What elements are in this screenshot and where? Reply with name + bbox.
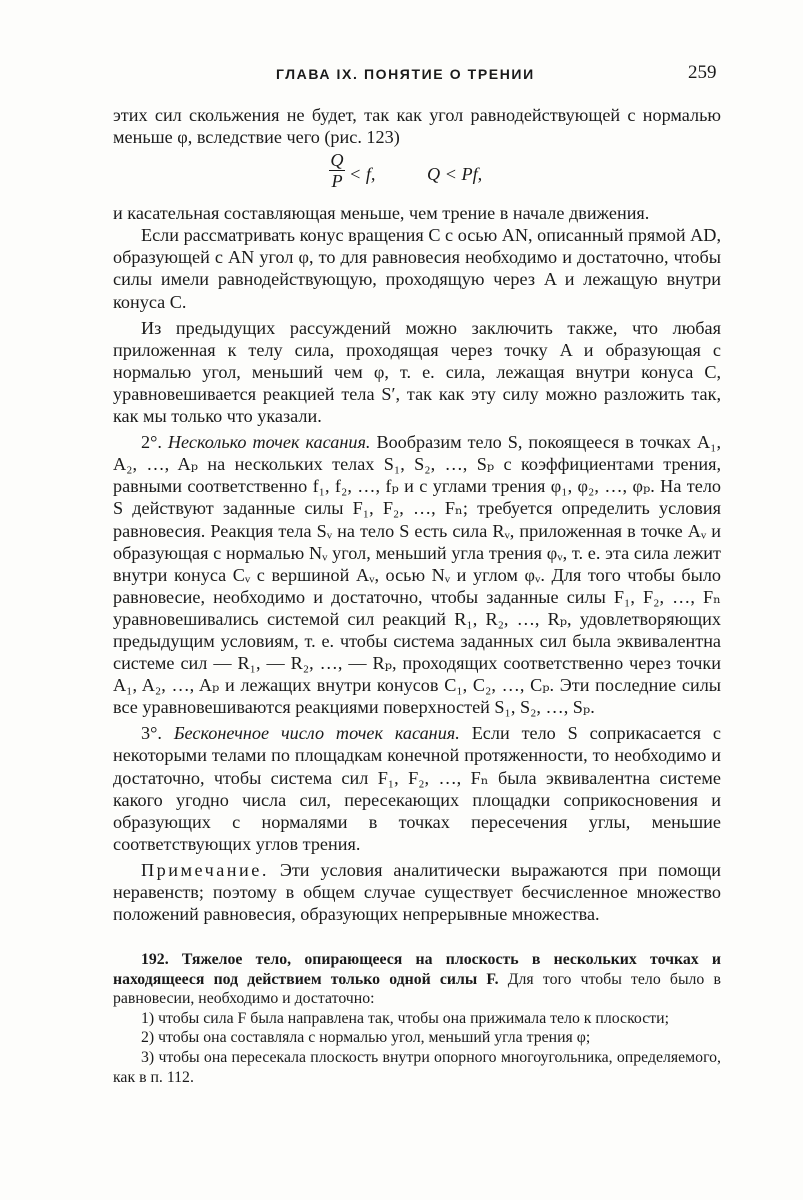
section-192 (113, 950, 721, 1087)
fraction-denominator: P (331, 171, 343, 192)
formula (113, 148, 721, 202)
main-text (113, 104, 721, 925)
condition-2: 2) чтобы она составляла с нормалью угол, меньший угла трения φ; (141, 1029, 591, 1047)
section-intro: Для того чтобы тело было в равновесии, необходимо и достаточно: (113, 970, 721, 1008)
item-number-2: 2°. (141, 432, 162, 453)
fraction-numerator: Q (330, 150, 344, 171)
note-text: Эти условия аналитически выражаются при помощи неравенств; поэтому в общем случае существует бесчисленное множество положений равновесия, образующих непрерывные множества. (113, 859, 721, 925)
inequality-2: Q < Pf, (427, 164, 483, 185)
paragraph-2: и касательная составляющая меньше, чем трение в начале движения. (113, 203, 650, 224)
paragraph-4: Из предыдущих рассуждений можно заключить также, что любая приложенная к телу сила, проходящая через точку A и образующая с нормалью угол, меньший чем φ, т. е. сила, лежащая внутри конуса C, уравновешивается реакцией тела S′, так как эту силу можно разложить так, как мы только что указали. (113, 317, 721, 427)
paragraph-6 (113, 722, 721, 855)
page-number: 259 (688, 62, 717, 83)
section-heading: 192. Тяжелое тело, опирающееся на плоскость в нескольких точках и находящееся под действием только одной силы F. (113, 951, 721, 988)
running-head: ГЛАВА IX. ПОНЯТИЕ О ТРЕНИИ (276, 66, 535, 82)
note-paragraph (113, 859, 721, 925)
note-label: Примечание. (141, 859, 269, 880)
subsection-title-2: Несколько точек касания. (167, 432, 371, 453)
inequality-1: < f, (349, 164, 376, 185)
condition-3: 3) чтобы она пересекала плоскость внутри опорного многоугольника, определяемого, как в п. 112. (113, 1048, 721, 1086)
paragraph-5-text: Вообразим тело S, покоящееся в точках A₁, A₂, …, Aₚ на нескольких телах S₁, S₂, …, Sₚ с коэффициентами трения, равными соответственно f₁, f₂, …, fₚ и с углами трения φ₁, φ₂, …, φₚ. На тело S действуют заданные силы F₁, F₂, …, Fₙ; требуется определить условия равновесия. Реакция тела Sᵥ на тело S есть сила Rᵥ, приложенная в точке Aᵥ и образующая с нормалью Nᵥ угол, меньший угла трения φᵥ, т. е. эта сила лежит внутри конуса Cᵥ с вершиной Aᵥ, осью Nᵥ и углом φᵥ. Для того чтобы было равновесие, необходимо и достаточно, чтобы заданные силы F₁, F₂, …, Fₙ уравновешивались системой сил реакций R₁, R₂, …, Rₚ, удовлетворяющих предыдущим условиям, т. е. чтобы система заданных сил была эквивалентна системе сил — R₁, — R₂, …, — Rₚ, проходящих соответственно через точки A₁, A₂, …, Aₚ и лежащих внутри конусов C₁, C₂, …, Cₚ. Эти последние силы все уравновешиваются реакциями поверхностей S₁, S₂, …, Sₚ. (113, 432, 722, 718)
paragraph-1: этих сил скольжения не будет, так как угол равнодействующей с нормалью меньше φ, вследствие чего (рис. 123) (113, 105, 721, 148)
paragraph-5 (113, 431, 721, 718)
page-header (0, 62, 803, 92)
paragraph-6-text: Если тело S соприкасается с некоторыми телами по площадкам конечной протяженности, то необходимо и достаточно, чтобы система сил F₁, F₂, …, Fₙ была эквивалентна системе какого угодно числа сил, пересекающих площадки соприкосновения и образующих с нормалями в точках пересечения углы, меньшие соответствующих углов трения. (113, 723, 722, 854)
subsection-title-3: Бесконечное число точек касания. (173, 723, 460, 744)
condition-1: 1) чтобы сила F была направлена так, чтобы она прижимала тело к плоскости; (141, 1009, 669, 1027)
section-192-lead (113, 950, 721, 1009)
fraction-q-over-p (329, 150, 345, 191)
paragraph-3: Если рассматривать конус вращения C с осью AN, описанный прямой AD, образующей с AN угол φ, то для равновесия необходимо и достаточно, чтобы силы имели равнодействующую, проходящую через A и лежащую внутри конуса C. (113, 225, 721, 312)
item-number-3: 3°. (141, 723, 162, 744)
